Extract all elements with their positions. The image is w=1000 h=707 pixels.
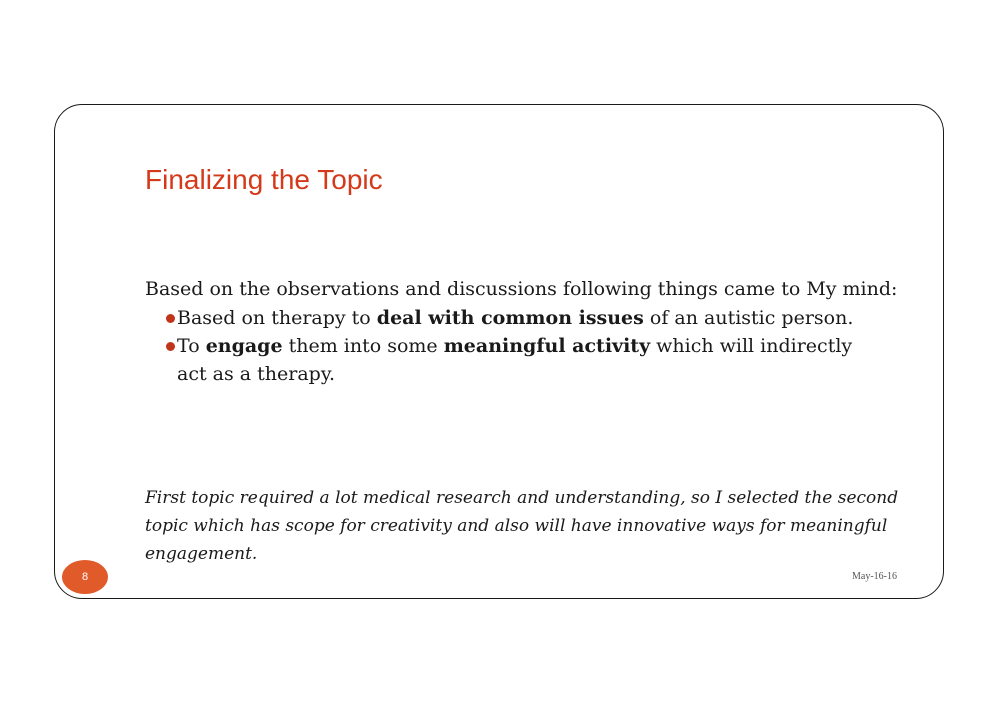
slide-date: May-16-16 [852, 571, 897, 582]
intro-text: Based on the observations and discussions following things came to My mind: [145, 278, 898, 300]
bullet-item [145, 304, 885, 332]
bullet-item [145, 332, 885, 388]
bullet-text: which will indirectly act as a therapy. [177, 335, 853, 385]
bullet-text: To [177, 335, 206, 357]
bullet-emphasis: engage [205, 335, 283, 357]
page-number-badge: 8 [62, 560, 108, 594]
bullet-list [145, 304, 885, 388]
bullet-dot-icon [166, 342, 175, 351]
slide-title: Finalizing the Topic [145, 164, 383, 195]
bullet-emphasis: deal with common issues [376, 307, 644, 329]
bullet-emphasis: meaningful activity [443, 335, 651, 357]
bullet-text: Based on therapy to [177, 307, 377, 329]
conclusion-text: First topic required a lot medical research and understanding, so I selected the second topic which has scope for creativity and also will have innovative ways for meaningful engagement. [145, 488, 899, 564]
bullet-text: them into some [282, 335, 444, 357]
slide-body [145, 274, 898, 388]
bullet-dot-icon [166, 314, 175, 323]
bullet-text: of an autistic person. [643, 307, 854, 329]
